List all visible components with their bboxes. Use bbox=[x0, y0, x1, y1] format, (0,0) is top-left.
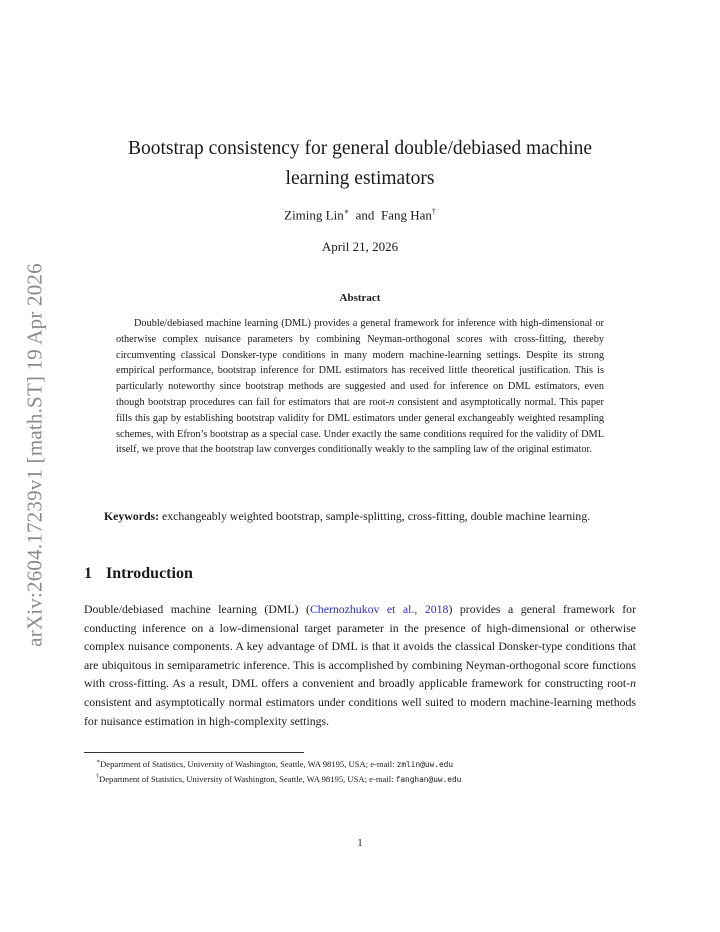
footnote-email[interactable]: zmlin@uw.edu bbox=[396, 759, 454, 769]
title-line-1: Bootstrap consistency for general double/debiased machine bbox=[127, 138, 593, 159]
footnote-1 bbox=[96, 756, 636, 771]
math-n: n bbox=[389, 396, 395, 408]
intro-text: ) provides a general framework for conducting inference on a low-dimensional target parameter in the presence of high-dimensional or otherwise complex nuisance components. A key advantage of DML is that it avoids the classical Donsker-type conditions that are ubiquitous in semiparametric inference. This is accomplished by combining Neyman-orthogonal score functions with cross-fitting. As a result, DML offers a convenient and broadly applicable framework for constructing root- bbox=[84, 602, 637, 691]
author-name: Fang Han bbox=[380, 207, 432, 223]
abstract-text: consistent and asymptotically normal. This paper fills this gap by establishing bootstrap validity for DML estimators under general exchangeably weighted resampling schemes, with Efron’s bootstrap as a special case. Under exactly the same conditions required for the validity of DML itself, we prove that the bootstrap law converges conditionally weakly to the sampling law of the original estimator. bbox=[116, 396, 604, 456]
footnote-mark: ∗ bbox=[96, 759, 101, 765]
footnote-text: Department of Statistics, University of Washington, Seattle, WA 98195, USA; e-mail: bbox=[99, 773, 396, 784]
section-title: Introduction bbox=[106, 565, 193, 582]
page-number: 1 bbox=[357, 837, 363, 849]
footnote-2 bbox=[96, 771, 636, 786]
keywords-label: Keywords: bbox=[104, 509, 160, 523]
footnote-text: Department of Statistics, University of Washington, Seattle, WA 98195, USA; e-mail: bbox=[100, 758, 397, 769]
title-line-2: learning estimators bbox=[285, 168, 435, 189]
arxiv-identifier: arXiv:2604.17239v1 [math.ST] 19 Apr 2026 bbox=[22, 263, 47, 647]
author-separator: and bbox=[355, 207, 375, 223]
footnote-email[interactable]: fanghan@uw.edu bbox=[395, 774, 462, 784]
citation-link[interactable]: Chernozhukov et al., 2018 bbox=[309, 602, 449, 616]
abstract-body bbox=[116, 316, 604, 458]
author-name: Ziming Lin bbox=[284, 207, 344, 223]
intro-text: consistent and asymptotically normal estimators under conditions well suited to modern machine-learning methods for nuisance estimation in high-complexity settings. bbox=[84, 694, 636, 728]
abstract-text: Double/debiased machine learning (DML) provides a general framework for inference with high-dimensional or otherwise complex nuisance parameters by combining Neyman-orthogonal scores with cross-fitting, thereby circumventing classical Donsker-type conditions in many modern machine-learning settings. Despite its strong empirical performance, bootstrap inference for DML estimators has received little theoretical justification. This is particularly noteworthy since bootstrap methods are suggested and used for inference on DML estimators, even though bootstrap procedures can fail for estimators that are root- bbox=[116, 318, 604, 408]
section-number: 1 bbox=[84, 565, 92, 582]
footnotes bbox=[96, 756, 636, 786]
intro-text: Double/debiased machine learning (DML) ( bbox=[84, 602, 310, 616]
keywords-text: exchangeably weighted bootstrap, sample-splitting, cross-fitting, double machine learning. bbox=[162, 509, 591, 523]
paper-date: April 21, 2026 bbox=[321, 239, 399, 254]
intro-paragraph bbox=[84, 600, 636, 730]
author-footnote-mark: † bbox=[431, 207, 436, 216]
paper-title bbox=[84, 134, 636, 194]
keywords bbox=[84, 507, 636, 525]
author-footnote-mark: ∗ bbox=[343, 207, 350, 216]
abstract-heading: Abstract bbox=[339, 292, 381, 304]
footnote-mark: † bbox=[96, 773, 99, 780]
footnote-divider bbox=[84, 752, 304, 753]
author-list bbox=[84, 207, 636, 223]
section-heading bbox=[84, 565, 193, 583]
math-n: n bbox=[630, 676, 636, 691]
arxiv-sidebar-stamp bbox=[20, 250, 50, 660]
